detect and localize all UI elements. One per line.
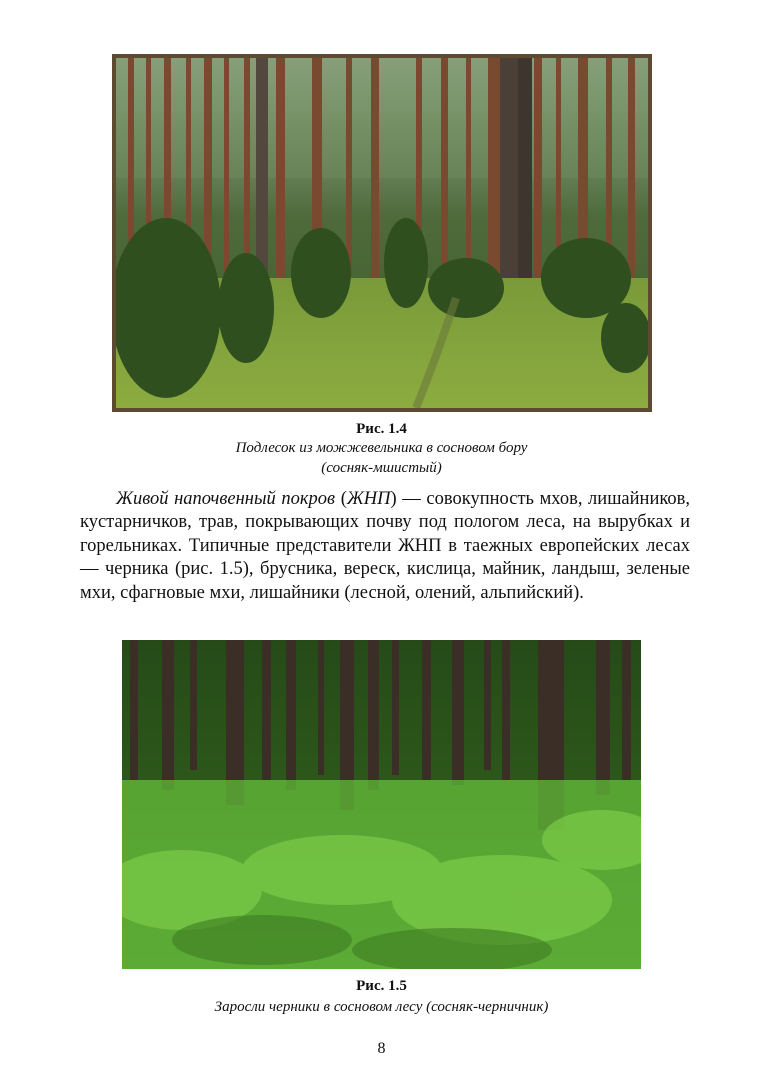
open-paren: ( (340, 489, 347, 509)
figure-1-4-photo (112, 54, 652, 412)
figure-1-5-caption: Заросли черники в сосновом лесу (сосняк-черничник) (214, 999, 549, 1015)
page-number: 8 (377, 1040, 386, 1057)
figure-1-4-caption-line-2: (сосняк-мшистый) (321, 460, 442, 476)
paragraph-rest: ) — совокупность мхов, лишайников, кустарничков, трав, покрывающих почву под пологом леса, на вырубках и горельниках. Типичные представители ЖНП в таежных европейских лесах — черника (рис. 1.5), брусника, вереск, кислица, майник, ландыш, зеленые мхи, сфагновые мхи, лишайники (лесной, олений, альпийский). (80, 489, 691, 603)
figure-1-4-label: Рис. 1.4 (356, 421, 407, 437)
figure-1-5-label: Рис. 1.5 (356, 978, 407, 994)
body-paragraph (80, 488, 690, 605)
term-zhnp: Живой напочвенный покров (116, 489, 336, 509)
blueberry-pine-forest-image (122, 640, 641, 969)
pine-forest-juniper-image (116, 58, 648, 408)
figure-1-4-caption-line-1: Подлесок из можжевельника в сосновом бору (235, 440, 528, 456)
abbr-zhnp: ЖНП (346, 489, 391, 509)
figure-1-5-photo (122, 640, 641, 969)
